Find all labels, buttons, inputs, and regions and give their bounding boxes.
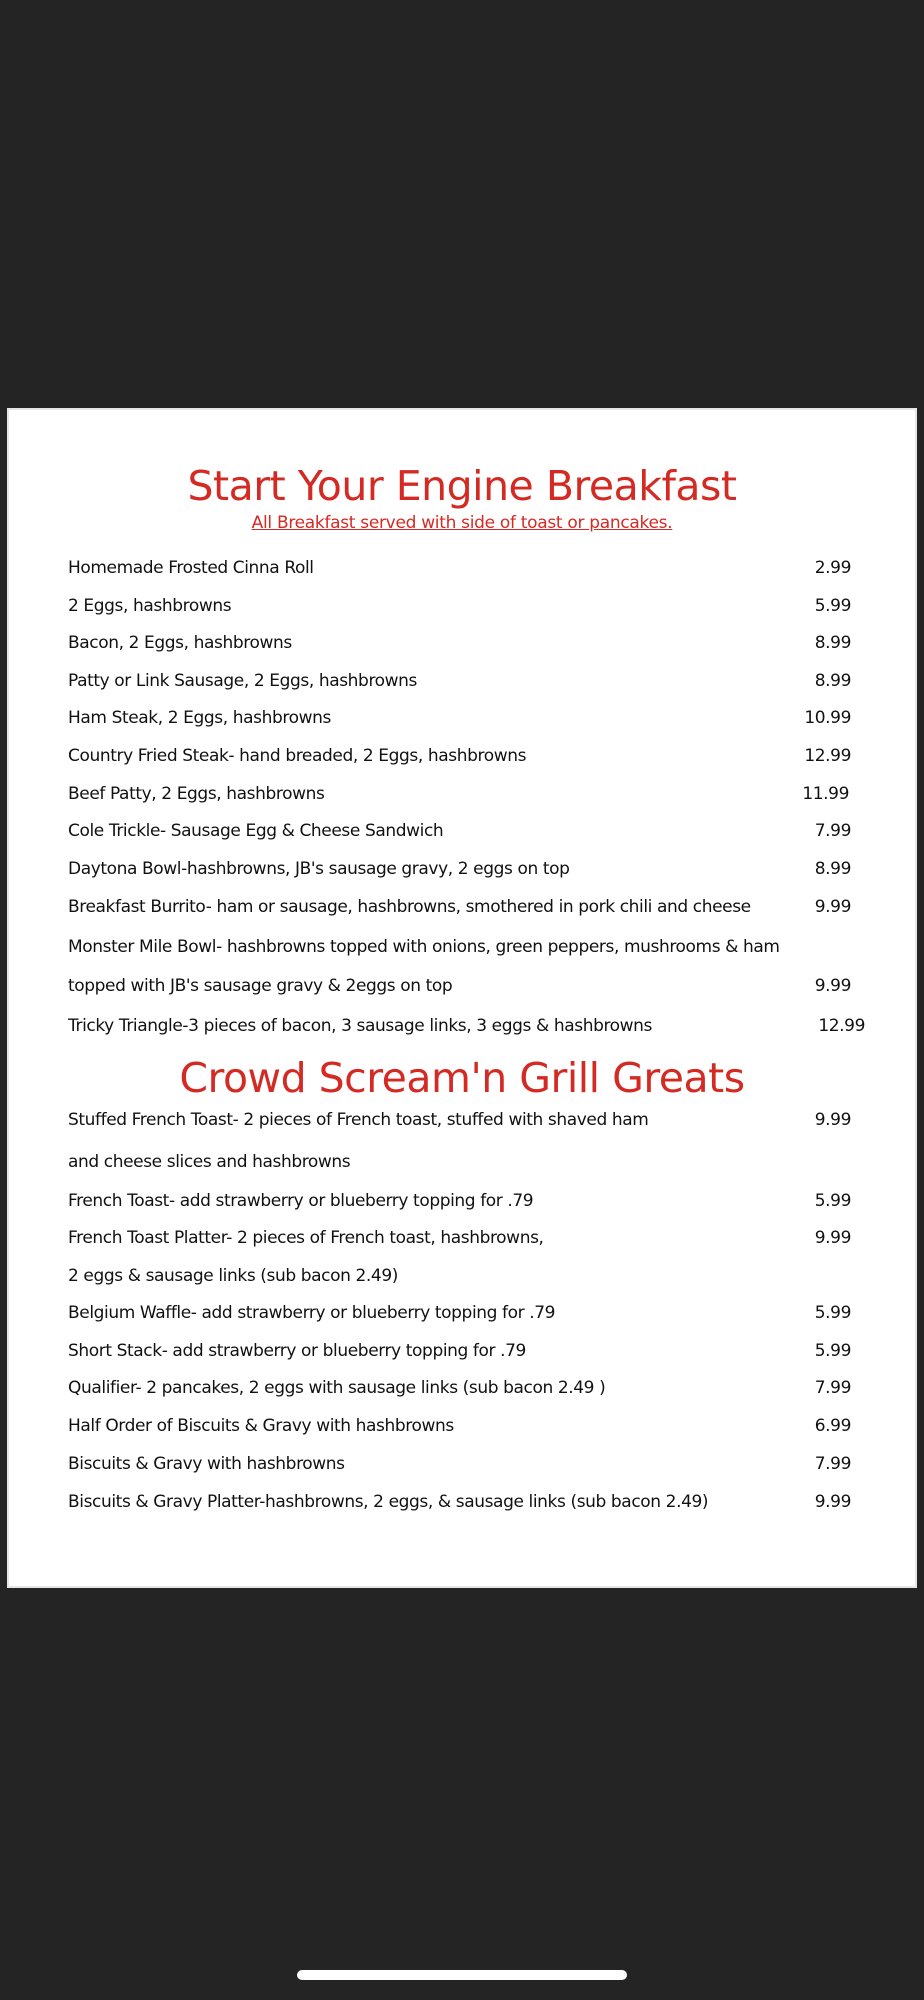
- menu-item-description: Country Fried Steak- hand breaded, 2 Eggs, hashbrowns: [68, 746, 527, 766]
- menu-item-description: topped with JB's sausage gravy & 2eggs on top: [68, 976, 453, 996]
- menu-item-price: 8.99: [814, 859, 851, 879]
- menu-item-description: Ham Steak, 2 Eggs, hashbrowns: [68, 708, 331, 728]
- menu-item-price: 8.99: [814, 671, 851, 691]
- menu-item-price: 7.99: [814, 1454, 851, 1474]
- menu-item-description: Belgium Waffle- add strawberry or blueberry topping for .79: [68, 1303, 556, 1323]
- menu-item-price: 12.99: [804, 746, 851, 766]
- menu-item-price: 6.99: [814, 1416, 851, 1436]
- menu-item-description: Qualifier- 2 pancakes, 2 eggs with sausage links (sub bacon 2.49 ): [68, 1378, 606, 1398]
- menu-item-price: 5.99: [814, 596, 851, 616]
- menu-item-price: 9.99: [814, 1228, 851, 1248]
- menu-item-description: 2 Eggs, hashbrowns: [68, 596, 232, 616]
- menu-item-description: Biscuits & Gravy Platter-hashbrowns, 2 eggs, & sausage links (sub bacon 2.49): [68, 1492, 709, 1512]
- menu-item-description: Daytona Bowl-hashbrowns, JB's sausage gravy, 2 eggs on top: [68, 859, 570, 879]
- menu-item-description: Bacon, 2 Eggs, hashbrowns: [68, 633, 292, 653]
- menu-item-description: Stuffed French Toast- 2 pieces of French toast, stuffed with shaved ham: [68, 1110, 649, 1130]
- menu-item-price: 7.99: [814, 1378, 851, 1398]
- menu-item-price: 12.99: [818, 1016, 865, 1036]
- menu-item-price: 9.99: [814, 897, 851, 917]
- menu-item-price: 11.99: [802, 784, 849, 804]
- home-indicator[interactable]: [297, 1970, 627, 1980]
- menu-item-price: 10.99: [804, 708, 851, 728]
- breakfast-section-title: Start Your Engine Breakfast: [187, 462, 737, 510]
- menu-item-price: 5.99: [814, 1303, 851, 1323]
- menu-item-description: Tricky Triangle-3 pieces of bacon, 3 sausage links, 3 eggs & hashbrowns: [68, 1016, 653, 1036]
- menu-item-description: Breakfast Burrito- ham or sausage, hashbrowns, smothered in pork chili and cheese: [68, 897, 751, 917]
- menu-item-price: 7.99: [814, 821, 851, 841]
- menu-item-description: 2 eggs & sausage links (sub bacon 2.49): [68, 1266, 398, 1286]
- menu-item-description: Half Order of Biscuits & Gravy with hashbrowns: [68, 1416, 454, 1436]
- menu-item-price: 5.99: [814, 1191, 851, 1211]
- menu-item-description: Homemade Frosted Cinna Roll: [68, 558, 314, 578]
- menu-item-description: Monster Mile Bowl- hashbrowns topped with onions, green peppers, mushrooms & ham: [68, 937, 780, 957]
- menu-image: [7, 408, 917, 1588]
- menu-item-description: Beef Patty, 2 Eggs, hashbrowns: [68, 784, 325, 804]
- menu-item-price: 2.99: [814, 558, 851, 578]
- menu-item-price: 5.99: [814, 1341, 851, 1361]
- menu-item-description: French Toast- add strawberry or blueberry topping for .79: [68, 1191, 534, 1211]
- menu-item-price: 8.99: [814, 633, 851, 653]
- menu-item-description: Cole Trickle- Sausage Egg & Cheese Sandwich: [68, 821, 444, 841]
- menu-item-price: 9.99: [814, 1492, 851, 1512]
- menu-item-description: Short Stack- add strawberry or blueberry topping for .79: [68, 1341, 526, 1361]
- breakfast-subtitle: All Breakfast served with side of toast or pancakes.: [251, 513, 673, 533]
- menu-item-price: 9.99: [814, 1110, 851, 1130]
- grill-section-title: Crowd Scream'n Grill Greats: [179, 1054, 745, 1102]
- menu-item-description: Patty or Link Sausage, 2 Eggs, hashbrowns: [68, 671, 418, 691]
- menu-item-price: 9.99: [814, 976, 851, 996]
- menu-item-description: and cheese slices and hashbrowns: [68, 1152, 351, 1172]
- menu-item-description: Biscuits & Gravy with hashbrowns: [68, 1454, 345, 1474]
- menu-item-description: French Toast Platter- 2 pieces of French toast, hashbrowns,: [68, 1228, 544, 1248]
